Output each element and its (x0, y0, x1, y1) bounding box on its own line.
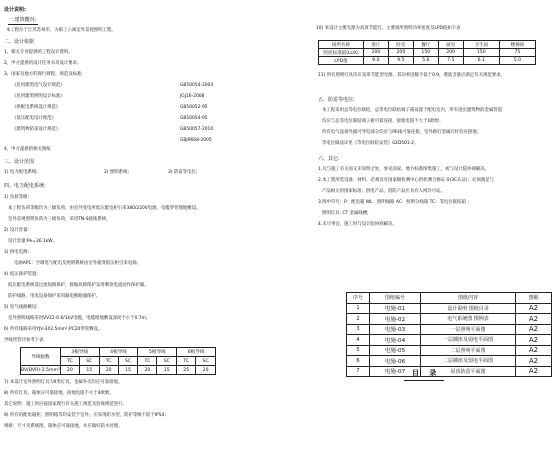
sheet-size: A2 (516, 345, 552, 356)
standard-code: GBJ9668-2005 (180, 138, 212, 143)
table-row-label: 照度标准值(LUX) (319, 49, 364, 57)
table-header: 图纸编号 (370, 293, 421, 304)
doc-title: 设计说明: (4, 7, 26, 13)
table-row-label: LPD值 (319, 57, 364, 65)
section-heading: 六、其它: (318, 156, 340, 162)
table-subheader: SC (157, 357, 177, 366)
drawing-number: 电施-05 (370, 345, 421, 356)
sheet-size: A2 (516, 314, 552, 325)
body-line: 规格：尺寸见系统图，箱体应可靠接地，并应做好防水处理。 (4, 424, 123, 429)
table-subheader: SC (196, 357, 216, 366)
lighting-density-table (318, 40, 536, 65)
body-line: 防护线路、用电设备保护采用漏电断路器保护。 (8, 294, 101, 299)
sheet-size: A2 (516, 303, 552, 314)
table-subheader: TC (99, 357, 118, 366)
body-line: 2) 设计容量: (4, 228, 29, 233)
drawing-content: 一层照明平面图 (421, 324, 516, 335)
table-header: 6根导线 (177, 348, 216, 357)
body-line: 设计容量:Pe=36.1kW。 (8, 239, 57, 244)
table-cell: 15 (79, 366, 99, 375)
table-header: 客厅 (364, 41, 389, 49)
section-heading: 二、设计依据 (4, 39, 35, 45)
body-line: 4.未尽事宜，施工时与设计院协商解决。 (318, 222, 397, 227)
directory-title-underline (404, 380, 444, 381)
standard-name: 《民用建筑照明设计标准》 (12, 94, 65, 99)
table-cell: 15 (118, 366, 138, 375)
drawing-content: 一层插座及弱电平面图 (421, 335, 516, 346)
body-line: 均应与总等电位联结端子板可靠连接，接地电阻不大于1欧姆。 (322, 119, 444, 124)
table-cell: 5.0 (499, 57, 535, 65)
body-line: 6) 所有线路采用YJV-3X2.5mm²,PC20穿管敷设。 (4, 327, 103, 332)
sheet-size: A2 (516, 356, 552, 367)
row-number: 5 (347, 345, 370, 356)
table-header: 卧室 (388, 41, 413, 49)
scope-item: 2) 照明系统; (104, 170, 129, 175)
standard-code: JGJ16-2008 (180, 94, 205, 99)
table-subheader: TC (177, 357, 196, 366)
body-line: 室外景观照明负荷为三级负荷，采用TN-S接地系统。 (8, 217, 111, 222)
table-cell: 25 (177, 366, 196, 375)
table-cell: 20 (138, 366, 157, 375)
drawing-number: 电施-01 (370, 303, 421, 314)
body-line: 2.本工程所选设备、材料，必须具有国家级检测中心的检测合格证书(3C认证)；必须满足与 (318, 178, 494, 183)
table-subheader: SC (118, 357, 138, 366)
table-row-label: BV(BVR)-2.5mm² (21, 367, 60, 373)
standard-code: GB50054-2004 (180, 83, 214, 88)
section-heading: 一.建筑概况: (8, 17, 37, 23)
table-header: 3根导线 (60, 348, 99, 357)
sheet-size: A2 (516, 324, 552, 335)
standard-code: GB50057-2010 (180, 127, 214, 132)
table-header: 序号 (347, 293, 370, 304)
table-cell: 200 (388, 49, 413, 57)
body-line: 产品相关的国家标准；供电产品、消防产品应具有入网许可证。 (322, 189, 445, 194)
table-header: 厨房 (438, 41, 463, 49)
table-cell: 150 (413, 49, 438, 57)
section-heading: 五、防雷等电位: (318, 97, 355, 103)
sheet-size: A2 (516, 335, 552, 346)
standard-name: 《供配电系统设计规范》 (12, 105, 61, 110)
body-line: 1) 负荷等级: (4, 195, 29, 200)
drawing-number: 电施-04 (370, 335, 421, 346)
table-cell: 6.1 (463, 57, 499, 65)
table-header: 导线根数 (21, 348, 61, 366)
table-cell: 200 (364, 49, 389, 57)
table-cell: 200 (438, 49, 463, 57)
scope-item: 3) 防雷等电位; (168, 170, 198, 175)
body-line: 5) 电气线路敷设: (4, 305, 38, 310)
body-line: 3) 供电电源: (4, 250, 29, 255)
table-cell: 7.5 (438, 57, 463, 65)
table-cell: 9.0 (364, 57, 389, 65)
body-line: 10) 本设计主要光源为高效节能灯，主要场所照明功率密度及LPD值如下表 (316, 26, 461, 31)
body-line: 8) 所有灯具、箱体应可靠接地，接地电阻不大于4欧姆。 (4, 391, 114, 396)
table-header: 餐厅 (413, 41, 438, 49)
body-line: 照明灯具: CT 金属线槽; (322, 211, 369, 216)
heading-underline (8, 24, 38, 25)
body-line: 其它说明：施工时应按国家现行有关施工规范及验收规范进行。 (4, 402, 127, 407)
table-cell: 5.6 (413, 57, 438, 65)
body-line: 2、甲方提供的设计任务书及设计要求。 (4, 61, 82, 66)
row-number: 4 (347, 335, 370, 346)
drawing-number: 电施-06 (370, 356, 421, 367)
drawing-content: 设计说明 图纸目录 (421, 303, 516, 314)
table-cell: 75 (499, 49, 535, 57)
table-cell: 20 (60, 366, 79, 375)
body-line: 电源AP1：空调电气配电及照明系统由室外箱变低压柜引来电源。 (14, 261, 141, 266)
table-caption: 导线管管径参考下表 (4, 338, 44, 343)
table-header: 4根导线 (99, 348, 138, 357)
row-number: 1 (347, 303, 370, 314)
body-line: 低压配电系统设过流短路保护，接地故障保护采用剩余电流动作保护器。 (8, 283, 149, 288)
drawing-directory-table (346, 292, 552, 377)
body-line: 1、相关专业提供的工程设计资料。 (4, 50, 73, 55)
table-header: 5根导线 (138, 348, 177, 357)
drawing-content: 电气系统图 图例表 (421, 314, 516, 325)
standard-name: 《低压配电设计规范》 (12, 116, 56, 121)
directory-title: 目 录 (412, 369, 441, 377)
sheet-size: A2 (516, 366, 552, 377)
body-line: 本工程采用总等电位联结，总等电位联结端子箱设置于配电室内，所有进出建筑物的金属管道 (322, 108, 503, 113)
table-cell: 20 (196, 366, 216, 375)
section-heading: 三、设计范围 (4, 159, 35, 165)
table-cell: 15 (157, 366, 177, 375)
standard-code: GB50054-95 (180, 116, 208, 121)
scope-item: 1) 电力配电系统; (4, 170, 38, 175)
row-number: 3 (347, 324, 370, 335)
table-cell: 20 (99, 366, 118, 375)
table-header: 楼梯间 (499, 41, 535, 49)
drawing-number: 电施-02 (370, 314, 421, 325)
table-subheader: TC (138, 357, 157, 366)
body-line: 11) 所有照明灯具均应采用节能型光源，其功率因数不低于0.9，谐波含量应满足有关规范要求。 (318, 73, 505, 78)
section-heading: 四、电力配电系统: (4, 183, 46, 189)
table-subheader: TC (60, 357, 79, 366)
drawing-number: 电施-03 (370, 324, 421, 335)
table-header: 场所名称 (319, 41, 364, 49)
drawing-content: 二层照明平面图 (421, 345, 516, 356)
row-number: 7 (347, 366, 370, 377)
standard-code: GB50052-95 (180, 105, 208, 110)
table-header: 图纸内容 (421, 293, 516, 304)
body-line: 4) 低压保护装置: (4, 272, 38, 277)
drawing-number: 电施-07 (370, 366, 421, 377)
standard-name: 《建筑物防雷设计规范》 (12, 127, 61, 132)
table-subheader: SC (79, 357, 99, 366)
table-cell: 150 (463, 49, 499, 57)
body-line: 4、甲方提供的相关图纸 (4, 147, 51, 152)
body-line: 9) 所有的配电箱柜、照明箱等均安装于室外，应采用防水型，防护等级不低于IP54； (4, 413, 169, 418)
body-line: 本工程位于江苏苏州市，为职工公寓室外景观照明工程。 (6, 28, 116, 33)
body-line: 等电位做法详见《等电位联结安装》02D501-2。 (322, 141, 419, 146)
standard-name: 《民用建筑电气设计规范》 (12, 83, 65, 88)
body-line: 3、国家及地方的现行规程、规范及标准: (4, 72, 83, 77)
table-header: 卫生间 (463, 41, 499, 49)
body-line: 本工程负荷等级均为三级负荷，由室外变电所低压配电柜引来380/220V电源，电缆穿管埋地敷设。 (8, 206, 201, 211)
drawing-content: 二层插座及弱电平面图 (421, 356, 516, 367)
conduit-size-table (20, 347, 216, 375)
body-line: 3.图中符号：P：配电箱 WL：照明线路 AC：照明分线箱 TC：等电位联结箱 ； (318, 200, 472, 205)
body-line: 室外照明线路采用VV22-0.6/1kV电缆，电缆埋地敷设深度不小于0.7m。 (8, 316, 151, 321)
table-header: 图幅 (516, 293, 552, 304)
row-number: 6 (347, 356, 370, 367)
drawing-content: 屋顶防雷平面图 (421, 366, 516, 377)
body-line: 所有电气设备外露可导电部分均应与PE线可靠连接，室外路灯金属灯杆均应接地。 (322, 130, 482, 135)
row-number: 2 (347, 314, 370, 325)
body-line: 1.凡与施工有关而又未说明之处，参见国家、地方标准图集施工，或与设计院协商解决。 (318, 167, 490, 172)
body-line: 7) 本设计室外照明灯具为II类灯具，金属外壳均应可靠接地。 (4, 380, 123, 385)
table-cell: 9.5 (388, 57, 413, 65)
